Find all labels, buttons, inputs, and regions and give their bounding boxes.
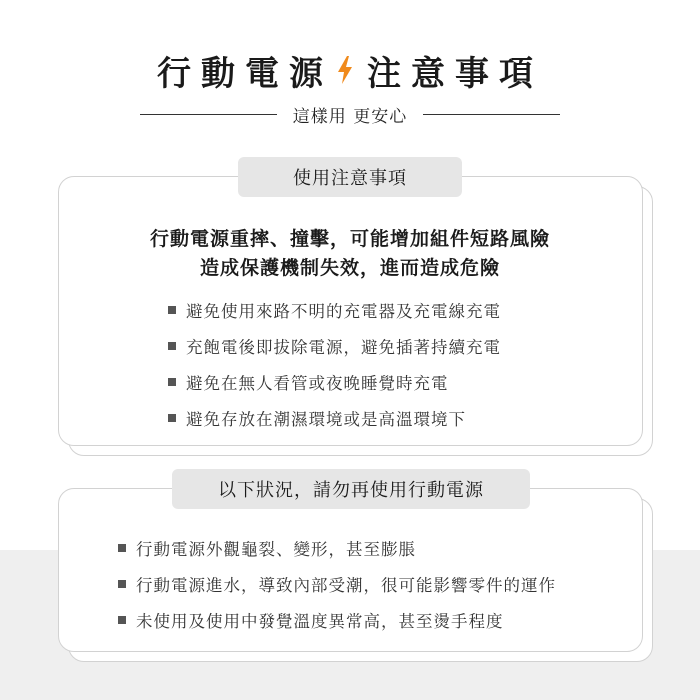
section-1-heading: 使用注意事項: [238, 157, 462, 197]
list-item: 避免存放在潮濕環境或是高溫環境下: [168, 400, 501, 436]
bullet-square-icon: [168, 306, 176, 314]
section-2-heading: 以下狀況，請勿再使用行動電源: [172, 469, 530, 509]
page-title: [0, 44, 700, 96]
list-item: 避免使用來路不明的充電器及充電線充電: [168, 292, 501, 328]
section-1-lead-2: 造成保護機制失效，進而造成危險: [199, 257, 500, 279]
title-left: 行動電源: [157, 53, 333, 94]
section-1-list: [168, 292, 501, 436]
section-2-list: [118, 530, 556, 638]
divider-right: [423, 114, 560, 115]
subtitle: 這樣用 更安心: [292, 106, 408, 127]
title-right: 注意事項: [367, 53, 543, 94]
list-item: 充飽電後即拔除電源，避免插著持續充電: [168, 328, 501, 364]
list-item: 避免在無人看管或夜晚睡覺時充電: [168, 364, 501, 400]
list-item: 行動電源進水，導致內部受潮，很可能影響零件的運作: [118, 566, 556, 602]
list-item: 未使用及使用中發覺溫度異常高，甚至燙手程度: [118, 602, 556, 638]
list-item: 行動電源外觀龜裂、變形，甚至膨脹: [118, 530, 556, 566]
lightning-bolt-icon: [337, 56, 353, 84]
bullet-square-icon: [168, 342, 176, 350]
bullet-square-icon: [168, 378, 176, 386]
section-1-lead-1: 行動電源重摔、撞擊，可能增加組件短路風險: [149, 228, 550, 250]
bullet-square-icon: [118, 616, 126, 624]
divider-left: [140, 114, 277, 115]
subtitle-row: [140, 101, 560, 127]
bullet-square-icon: [168, 414, 176, 422]
bullet-square-icon: [118, 544, 126, 552]
bullet-square-icon: [118, 580, 126, 588]
